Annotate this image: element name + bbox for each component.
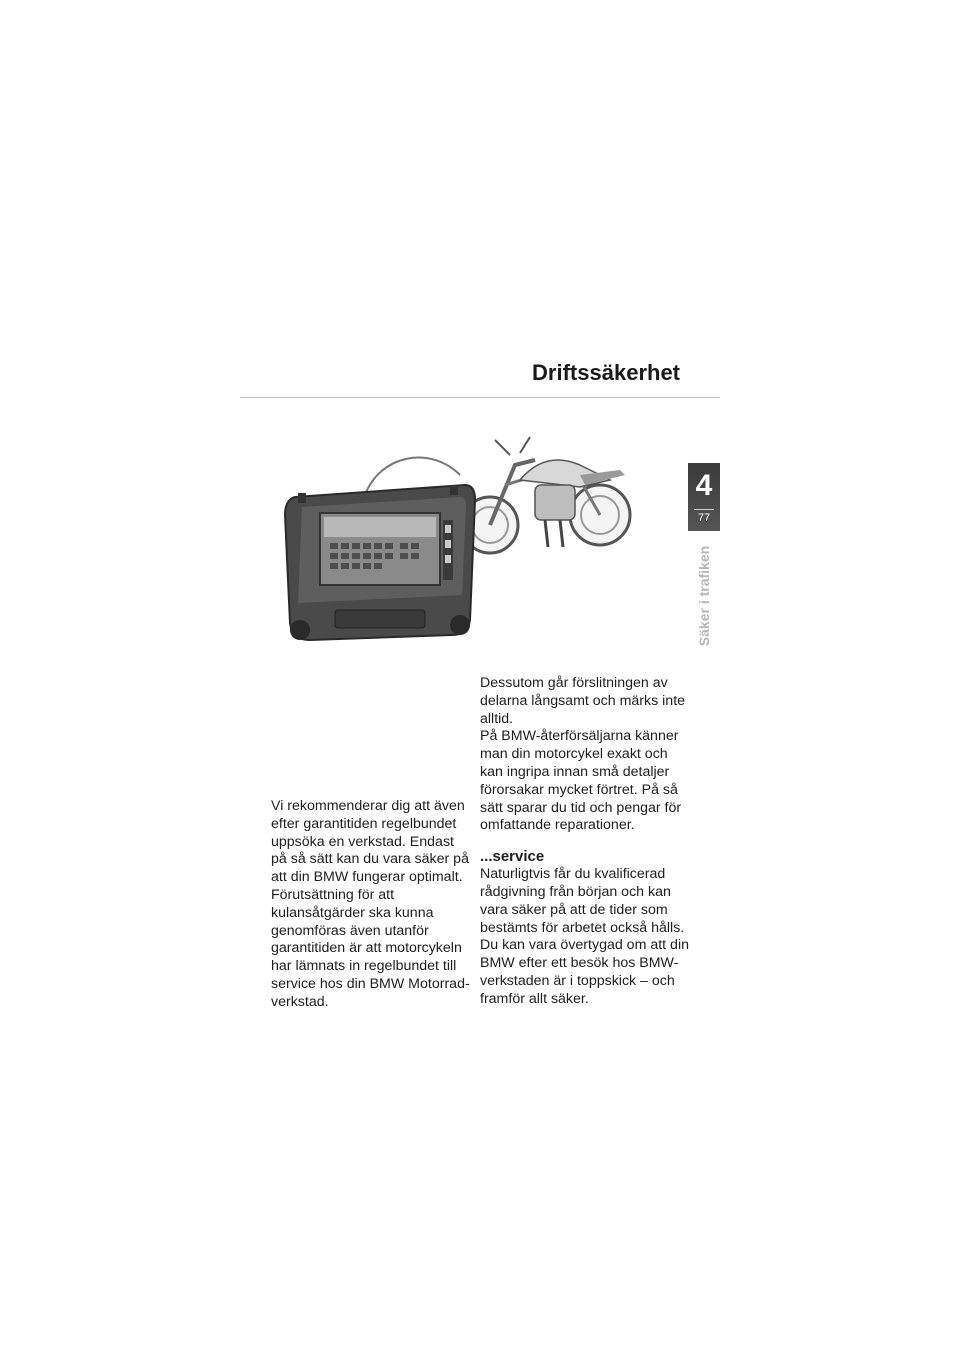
right-paragraph-3: Naturligtvis får du kvalificerad rådgivning från början och kan vara säker på att de tider som bestämts för arbetet också hålls. Du kan vara övertygad om att din BMW efter ett besök hos BMW-verkstaden är i toppskick – och framför allt säker.	[480, 866, 689, 1007]
left-paragraph: Vi rekommenderar dig att även efter garantitiden regelbundet uppsöka en verkstad. Endast på så sätt kan du vara säker på att din BMW fungerar optimalt. Förutsättning för att kulansåtgärder ska kunna genomföras även utanför garantitiden är att motorcykeln har lämnats in regelbundet till service hos din BMW Motorrad-verkstad.	[271, 798, 470, 1010]
right-paragraph-1: Dessutom går förslitningen av delarna långsamt och märks inte alltid.	[480, 675, 686, 727]
chapter-number: 4	[695, 469, 713, 502]
page-number: 77	[697, 512, 711, 524]
diagnostic-device-icon	[285, 485, 475, 640]
service-subheading: ...service	[480, 848, 545, 866]
page-title: Driftssäkerhet	[532, 360, 680, 385]
motorcycle-icon	[462, 437, 630, 553]
left-column	[271, 798, 471, 1012]
chapter-label: Säker i trafiken	[696, 545, 712, 647]
right-paragraph-2: På BMW-återförsäljarna känner man din motorcykel exakt och kan ingripa innan små detaljer förorsakar mycket förtret. På så sätt sparar du tid och pengar för omfattande reparationer.	[480, 728, 682, 834]
header-divider	[240, 397, 720, 398]
tab-divider	[694, 509, 714, 510]
chapter-tab	[688, 463, 720, 531]
right-column	[480, 675, 690, 1009]
diagnostic-device-and-motorcycle-illustration	[280, 425, 660, 655]
